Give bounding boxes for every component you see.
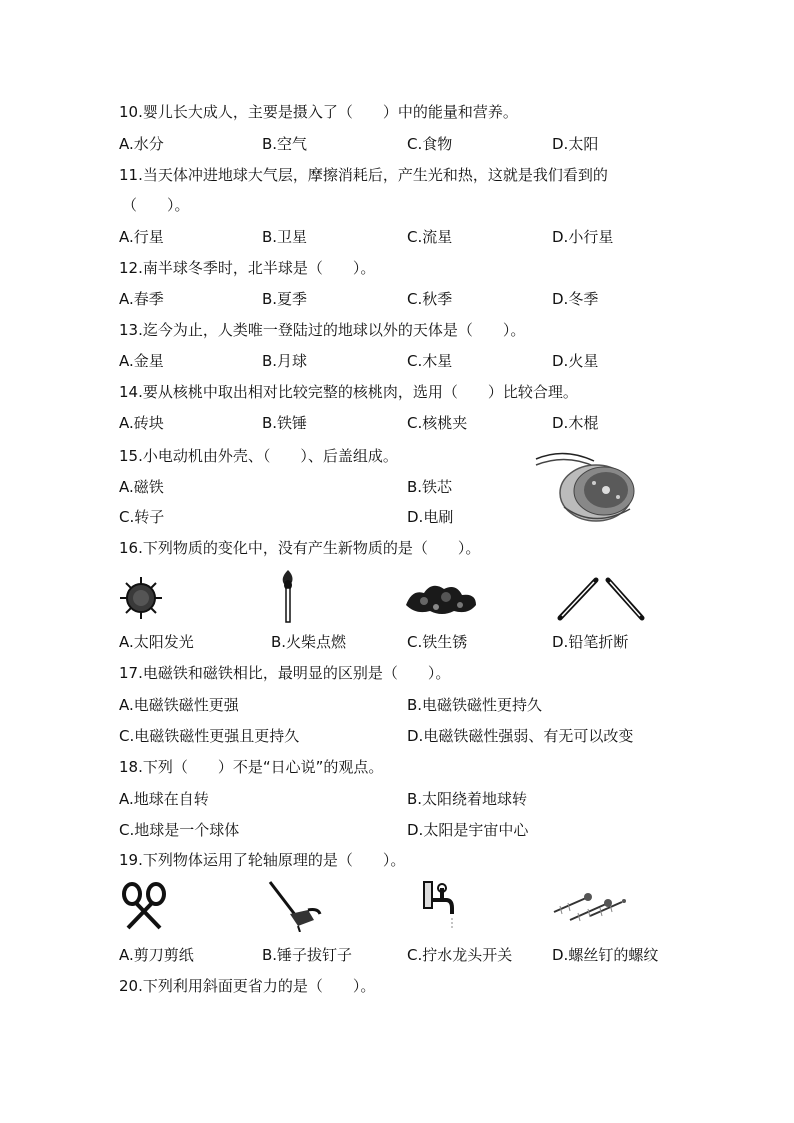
- question-14-option-c[interactable]: C.核桃夹: [407, 414, 468, 432]
- question-13-option-a[interactable]: A.金星: [119, 352, 164, 370]
- question-17-option-c[interactable]: C.电磁铁磁性更强且更持久: [119, 727, 300, 745]
- question-16-option-d[interactable]: D.铅笔折断: [552, 633, 629, 651]
- question-12-option-b[interactable]: B.夏季: [262, 290, 308, 308]
- question-10-stem: 10.婴儿长大成人，主要是摄入了（ ）中的能量和营养。: [119, 103, 518, 121]
- question-11-option-b[interactable]: B.卫星: [262, 228, 308, 246]
- question-18-option-c[interactable]: C.地球是一个球体: [119, 821, 240, 839]
- question-12-stem: 12.南半球冬季时，北半球是（ ）。: [119, 259, 376, 277]
- question-16-option-b[interactable]: B.火柴点燃: [271, 633, 347, 651]
- question-14-option-b[interactable]: B.铁锤: [262, 414, 308, 432]
- question-13-stem: 13.迄今为止，人类唯一登陆过的地球以外的天体是（ ）。: [119, 321, 526, 339]
- question-18-option-d[interactable]: D.太阳是宇宙中心: [407, 821, 529, 839]
- question-20-stem: 20.下列利用斜面更省力的是（ ）。: [119, 977, 376, 995]
- question-17-stem: 17.电磁铁和磁铁相比，最明显的区别是（ ）。: [119, 664, 451, 682]
- question-15-option-c[interactable]: C.转子: [119, 508, 165, 526]
- electric-motor-image: [534, 445, 644, 527]
- question-11-option-a[interactable]: A.行星: [119, 228, 164, 246]
- question-12-option-c[interactable]: C.秋季: [407, 290, 453, 308]
- question-14-stem: 14.要从核桃中取出相对比较完整的核桃肉，选用（ ）比较合理。: [119, 383, 578, 401]
- question-17-option-b[interactable]: B.电磁铁磁性更持久: [407, 696, 543, 714]
- rusty-iron-icon: [402, 575, 480, 619]
- hammer-icon: [264, 880, 324, 932]
- scissors-icon: [120, 880, 176, 930]
- question-18-option-b[interactable]: B.太阳绕着地球转: [407, 790, 528, 808]
- question-17-option-d[interactable]: D.电磁铁磁性强弱、有无可以改变: [407, 727, 634, 745]
- question-11-stem-line1: 11.当天体冲进地球大气层，摩擦消耗后，产生光和热，这就是我们看到的: [119, 166, 608, 184]
- question-16-stem: 16.下列物质的变化中，没有产生新物质的是（ ）。: [119, 539, 481, 557]
- question-16-option-a[interactable]: A.太阳发光: [119, 633, 194, 651]
- question-15-stem: 15.小电动机由外壳、（ ）、后盖组成。: [119, 447, 398, 465]
- question-19-option-a[interactable]: A.剪刀剪纸: [119, 946, 194, 964]
- question-14-option-a[interactable]: A.砖块: [119, 414, 164, 432]
- question-18-stem: 18.下列（ ）不是“日心说”的观点。: [119, 758, 384, 776]
- question-15-option-a[interactable]: A.磁铁: [119, 478, 164, 496]
- question-19-stem: 19.下列物体运用了轮轴原理的是（ ）。: [119, 851, 406, 869]
- question-10-option-d[interactable]: D.太阳: [552, 135, 599, 153]
- screws-icon: [550, 886, 626, 926]
- question-11-stem-line2: （ ）。: [122, 196, 190, 214]
- question-17-option-a[interactable]: A.电磁铁磁性更强: [119, 696, 239, 714]
- question-19-option-b[interactable]: B.锤子拔钉子: [262, 946, 353, 964]
- question-10-option-b[interactable]: B.空气: [262, 135, 308, 153]
- question-19-option-d[interactable]: D.螺丝钉的螺纹: [552, 946, 659, 964]
- question-15-option-b[interactable]: B.铁芯: [407, 478, 453, 496]
- question-10-option-c[interactable]: C.食物: [407, 135, 453, 153]
- sun-icon: [118, 575, 164, 621]
- question-18-option-a[interactable]: A.地球在自转: [119, 790, 209, 808]
- question-11-option-c[interactable]: C.流星: [407, 228, 453, 246]
- question-12-option-a[interactable]: A.春季: [119, 290, 164, 308]
- question-13-option-b[interactable]: B.月球: [262, 352, 308, 370]
- question-10-option-a[interactable]: A.水分: [119, 135, 164, 153]
- question-16-option-c[interactable]: C.铁生锈: [407, 633, 468, 651]
- broken-pencil-icon: [556, 574, 648, 624]
- question-15-option-d[interactable]: D.电刷: [407, 508, 454, 526]
- question-19-option-c[interactable]: C.拧水龙头开关: [407, 946, 513, 964]
- question-13-option-c[interactable]: C.木星: [407, 352, 453, 370]
- question-12-option-d[interactable]: D.冬季: [552, 290, 599, 308]
- question-14-option-d[interactable]: D.木棍: [552, 414, 599, 432]
- question-13-option-d[interactable]: D.火星: [552, 352, 599, 370]
- match-icon: [276, 568, 300, 624]
- question-11-option-d[interactable]: D.小行星: [552, 228, 614, 246]
- faucet-icon: [420, 880, 456, 932]
